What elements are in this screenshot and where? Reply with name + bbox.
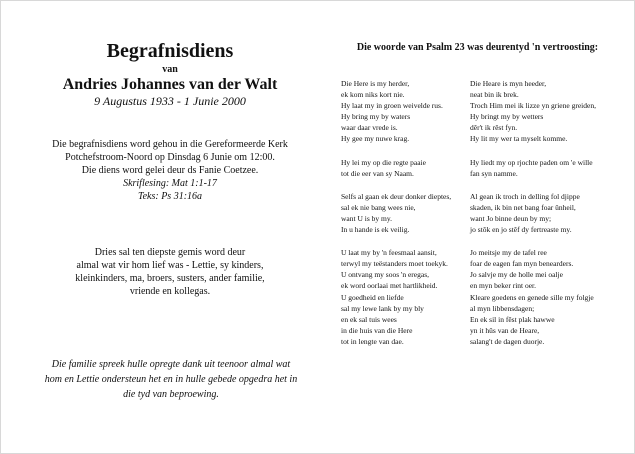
service-info [30, 138, 310, 203]
psalm-line: jo stôk en jo stêf dy fertreaste my. [470, 225, 572, 235]
family-line: almal wat vir hom lief was - Lettie, sy kinders, [76, 260, 264, 271]
psalm-line: fan syn namme. [470, 168, 518, 178]
service-line: Die diens word gelei deur ds Fanie Coetzee. [81, 165, 259, 176]
psalm-line: Hy lit my wer ta myselt komme. [470, 134, 568, 144]
psalm-line: want Jo binne deun by my; [470, 213, 552, 223]
psalm-heading: Die woorde van Psalm 23 was deurentyd 'n vertroosting: [356, 42, 599, 53]
psalm-line: en myn beker rint oer. [470, 281, 537, 291]
funeral-details [30, 40, 310, 298]
psalm-line: U goedheid en liefde [341, 292, 404, 302]
psalm-line: In u hande is ek veilig. [341, 225, 410, 235]
psalm-line: skaden, ik bin net bang foar ûnheil, [470, 202, 576, 212]
psalm-line: neat bin ik brek. [470, 90, 519, 100]
psalm-line: Selfs al gaan ek deur donker dieptes, [341, 191, 452, 201]
thanks-line: hom en Lettie ondersteun het en in hulle gebede opgedra het in [44, 374, 298, 385]
family-line: kleinkinders, ma, broers, susters, ander familie, [75, 273, 265, 284]
service-line: Potchefstroom-Noord op Dinsdag 6 Junie om 12:00. [65, 152, 275, 163]
psalm-line: Die Here is my herder, [341, 79, 410, 88]
psalm-line: Hy bring my by waters [341, 112, 411, 122]
psalm-line: dêr't ik rêst fyn. [470, 123, 518, 133]
service-line: Die begrafnisdiens word gehou in die Gereformeerde Kerk [52, 139, 288, 150]
psalm-line: Kleare goedens en genede sille my folgje [470, 292, 594, 302]
van-label: van [162, 64, 178, 75]
psalm-line: want U is by my. [341, 213, 392, 223]
family-line: Dries sal ten diepste gemis word deur [94, 247, 246, 258]
psalm-line: Die Heare is myn heeder, [470, 79, 547, 88]
sermon-text: Teks: Ps 31:16a [137, 191, 203, 202]
psalm-line: Hy lei my op die regte paaie [341, 157, 426, 167]
psalm-line: tot in lengte van dae. [341, 336, 404, 346]
psalm-stanza [470, 78, 625, 145]
psalm-line: Troch Him mei ik lizze yn griene greiden, [470, 101, 596, 111]
psalm-line: U laat my by 'n feesmaal aansit, [341, 248, 437, 258]
thanks-line: die tyd van beproewing. [123, 389, 219, 400]
thanks-notice [30, 357, 312, 402]
psalm-line: Hy gee my nuwe krag. [341, 134, 410, 144]
psalm-line: Jo meitsje my de tafel ree [470, 248, 547, 258]
psalm-line: sal ek nie bang wees nie, [341, 202, 416, 212]
psalm-line: Hy laat my in groen weivelde rus. [341, 101, 443, 111]
psalm-frisian-column [470, 78, 625, 359]
life-dates: 9 Augustus 1933 - 1 Junie 2000 [94, 94, 246, 108]
psalm-line: salang't de dagen duorje. [470, 336, 545, 346]
psalm-line: terwyl my teëstanders moet toekyk. [341, 259, 448, 269]
psalm-line: Jo salvje my de holle mei oalje [470, 270, 563, 280]
psalm-line: sal my lewe lank by my bly [341, 303, 424, 313]
psalm-line: in die huis van die Here [341, 325, 413, 335]
psalm-line: waar daar vrede is. [341, 123, 398, 133]
psalm-line: al myn libbensdagen; [470, 303, 535, 313]
scripture-reading: Skriflesing: Mat 1:1-17 [123, 178, 217, 189]
thanks-line: Die familie spreek hulle opregte dank uit teenoor almal wat [51, 359, 291, 370]
psalm-line: En ek sil in fêst plak hawwe [470, 314, 555, 324]
family-notice [30, 246, 310, 298]
psalm-line: Hy liedt my op rjochte paden om 'e wille [470, 157, 593, 167]
family-line: vriende en kollegas. [129, 286, 211, 297]
psalm-stanza [470, 157, 625, 179]
psalm-line: foar de eagen fan myn benearders. [470, 259, 574, 269]
psalm-line: ek word oorlaai met hartlikheid. [341, 281, 438, 291]
psalm-line: U ontvang my soos 'n eregas, [341, 270, 430, 280]
psalm-line: en ek sal tuis wees [341, 314, 397, 324]
psalm-line: Hy bringt my by wetters [470, 112, 544, 122]
psalm-line: Al gean ik troch in delling fol djippe [470, 191, 580, 201]
psalm-stanza [470, 247, 625, 347]
psalm-line: tot die eer van sy Naam. [341, 168, 414, 178]
psalm-line: yn it hûs van de Heare, [470, 325, 540, 335]
psalm-stanza [470, 191, 625, 235]
psalm-line: ek kom niks kort nie. [341, 90, 405, 100]
deceased-name: Andries Johannes van der Walt [62, 76, 278, 93]
page-title: Begrafnisdiens [106, 40, 234, 62]
